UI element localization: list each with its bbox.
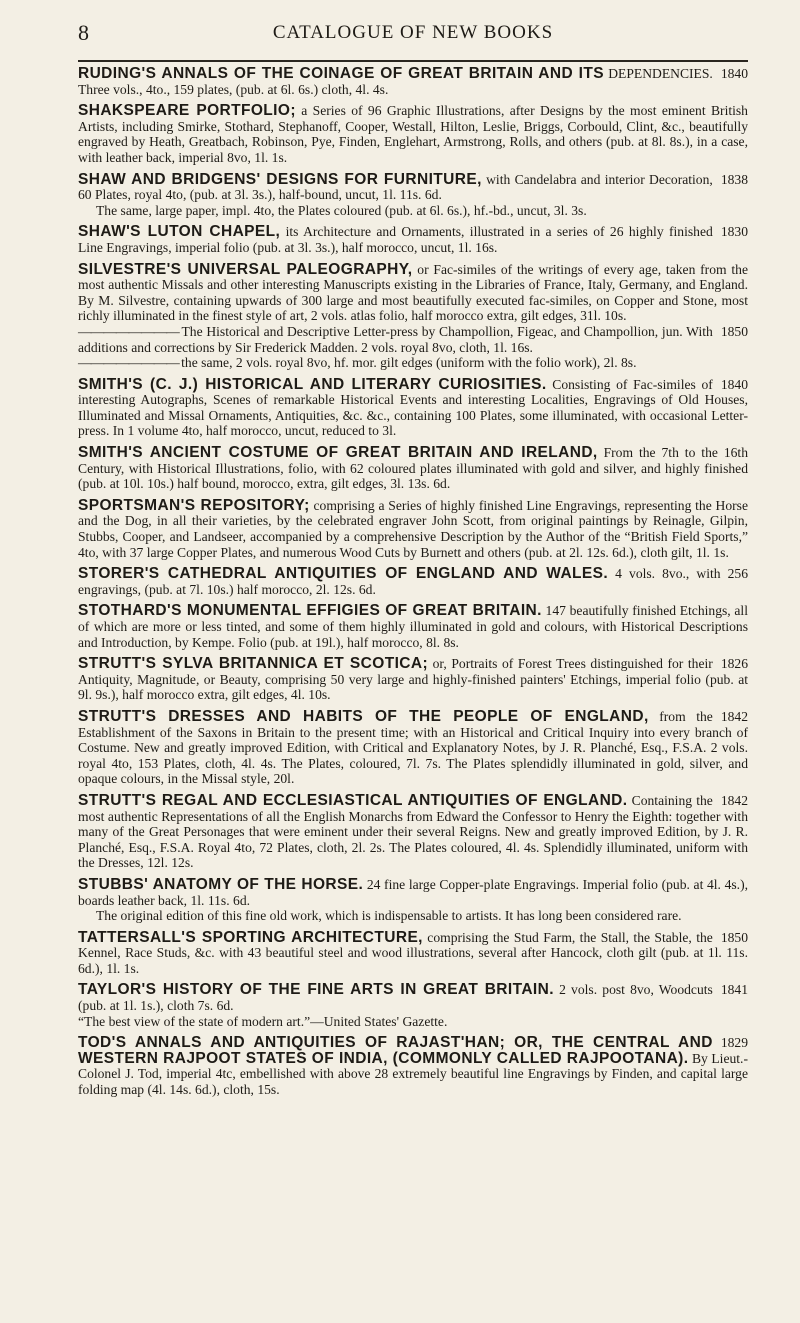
- entry-paragraph: [78, 603, 748, 650]
- entry-title: STOTHARD'S MONUMENTAL EFFIGIES OF GREAT BRITAIN.: [78, 602, 542, 620]
- entry-sub-text: The same, large paper, impl. 4to, the Plates coloured (pub. at 6l. 6s.), hf.-bd., uncut, 3l. 3s.: [96, 202, 587, 218]
- page-number: 8: [78, 20, 89, 45]
- running-head: [78, 20, 748, 54]
- catalogue-entry: [78, 66, 748, 97]
- entry-title: SMITH'S ANCIENT COSTUME OF GREAT BRITAIN AND IRELAND,: [78, 444, 598, 462]
- catalogue-entry: [78, 103, 748, 165]
- entry-title: RUDING'S ANNALS OF THE COINAGE OF GREAT BRITAIN AND ITS: [78, 65, 604, 82]
- entry-paragraph: [78, 709, 748, 787]
- entry-year: 1840: [720, 66, 748, 81]
- entry-paragraph: [78, 982, 748, 1013]
- entry-body: comprising a Series of highly finished Line Engravings, representing the Horse and the Dog, in all their varieties, by the celebrated engraver John Scott, from original paintings by Reinagle, Gilpin, Stubbs, Cooper, and Landseer, accompanied by a comprehensive Description by the Author of the “British Field Sports,” 4to, with 37 large Copper Plates, and numerous Wood Cuts by Burnett and others (pub. at 2l. 12s. 6d.), cloth gilt, 1l. 1s.: [78, 497, 748, 560]
- entry-body: Containing the most authentic Representations of all the English Monarchs from Edward the Confessor to Henry the Eighth: together with many of the Great Personages that were eminent under their several Reigns. New and greatly improved Edition, by J. R. Planché, Esq., F.S.A. Royal 4to, 72 Plates, cloth, 2l. 2s. The Plates coloured, 4l. 4s. Splendidly illuminated, uniform with the Dresses, 12l. 12s.: [78, 792, 748, 871]
- entry-body: 2 vols. post 8vo, Woodcuts (pub. at 1l. 1s.), cloth 7s. 6d.: [78, 982, 713, 1014]
- catalogue-page: [78, 20, 748, 1104]
- entry-sub-text: “The best view of the state of modern art.”—United States' Gazette.: [78, 1013, 448, 1029]
- entry-paragraph: [78, 498, 748, 560]
- entry-title: STRUTT'S DRESSES AND HABITS OF THE PEOPLE OF ENGLAND,: [78, 707, 649, 725]
- entry-body: 24 fine large Copper-plate Engravings. Imperial folio (pub. at 4l. 4s.), boards leather back, 1l. 11s. 6d.: [78, 876, 748, 908]
- catalogue-entry: [78, 172, 748, 219]
- entry-year: 1850: [720, 929, 748, 945]
- entry-body: comprising the Stud Farm, the Stall, the Stable, the Kennel, Race Studs, &c. with 43 beautiful steel and wood illustrations, several after Hancock, cloth gilt (pub. at 1l. 11s. 6d.), 1l. 1s.: [78, 929, 748, 976]
- entry-title: SMITH'S (C. J.) HISTORICAL AND LITERARY CURIOSITIES.: [78, 375, 547, 393]
- entry-year: 1838: [720, 171, 748, 187]
- entry-paragraph: [78, 262, 748, 324]
- entry-paragraph: [78, 1035, 748, 1097]
- entry-paragraph: [78, 793, 748, 871]
- catalogue-entry: [78, 445, 748, 492]
- catalogue-entry: [78, 262, 748, 371]
- entry-body: with Candelabra and interior Decoration, 60 Plates, royal 4to, (pub. at 3l. 3s.), half-bound, uncut, 1l. 11s. 6d.: [78, 171, 713, 203]
- entry-sub-paragraph: [78, 355, 748, 371]
- entry-sub-paragraph: [78, 908, 748, 924]
- entry-body: from the Establishment of the Saxons in Britain to the present time; with an Historical and Critical Inquiry into every branch of Costume. New and greatly improved Edition, with Critical and Explanatory Notes, by J. R. Planché, Esq., F.S.A. 2 vols. royal 4to, 153 Plates, cloth, 4l. 4s. The Plates, coloured, 7l. 7s. The Plates splendidly illuminated in gold, silver, and opaque colours, in the Missal style, 20l.: [78, 708, 748, 787]
- entry-paragraph: [78, 445, 748, 492]
- entry-paragraph: [78, 377, 748, 439]
- catalogue-entry: [78, 1035, 748, 1097]
- entry-body: a Series of 96 Graphic Illustrations, after Designs by the most eminent British Artists, including Smirke, Stothard, Stephanoff, Cooper, Westall, Hilton, Leslie, Briggs, Corbould, Clint, &c., beautifully engraved by Heath, Greatbach, Robinson, Pye, Finden, Englehart, Armstrong, Rolls, and others (pub. at 8l. 8s.), in a case, with leather back, imperial 8vo, 1l. 1s.: [78, 103, 748, 165]
- entry-sub-text: the same, 2 vols. royal 8vo, hf. mor. gilt edges (uniform with the folio work), 2l. 8s.: [181, 355, 637, 371]
- entry-body: From the 7th to the 16th Century, with Historical Illustrations, folio, with 62 coloured plates illuminated with gold and silver, and highly finished (pub. at 10l. 10s.) half bound, morocco, extra, gilt edges, 3l. 13s. 6d.: [78, 445, 748, 492]
- catalogue-entry: [78, 377, 748, 439]
- entry-title: SPORTSMAN'S REPOSITORY;: [78, 496, 310, 514]
- entry-title: SILVESTRE'S UNIVERSAL PALEOGRAPHY,: [78, 260, 413, 278]
- entry-paragraph: [78, 930, 748, 977]
- entry-year: 1842: [720, 792, 748, 808]
- entry-title: TAYLOR'S HISTORY OF THE FINE ARTS IN GREAT BRITAIN.: [78, 981, 554, 999]
- entry-year: ————— 1850: [720, 323, 748, 339]
- entry-paragraph: [78, 656, 748, 703]
- entry-title: SHAW'S LUTON CHAPEL,: [78, 223, 281, 241]
- entry-sub-paragraph: [78, 324, 748, 355]
- catalogue-entry: [78, 566, 748, 597]
- entry-title: SHAKSPEARE PORTFOLIO;: [78, 102, 296, 120]
- catalogue-entry: [78, 498, 748, 560]
- header-rule: [78, 60, 748, 62]
- entry-year: 1829: [720, 1035, 748, 1051]
- entry-title: STRUTT'S REGAL AND ECCLESIASTICAL ANTIQUITIES OF ENGLAND.: [78, 791, 628, 809]
- entry-year: 1826: [720, 656, 748, 672]
- entry-title: SHAW AND BRIDGENS' DESIGNS FOR FURNITURE,: [78, 170, 482, 188]
- entry-body: 4 vols. 8vo., with 256 engravings, (pub. at 7l. 10s.) half morocco, 2l. 12s. 6d.: [78, 566, 748, 597]
- entry-sub-text: The original edition of this fine old work, which is indispensable to artists. It has long been considered rare.: [96, 908, 682, 924]
- catalogue-entries: [78, 66, 748, 1098]
- entry-body: its Architecture and Ornaments, illustrated in a series of 26 highly finished Line Engravings, imperial folio (pub. at 3l. 3s.), half morocco, uncut, 1l. 16s.: [78, 224, 713, 255]
- entry-sub-paragraph: [78, 203, 748, 219]
- entry-year: 1842: [720, 708, 748, 724]
- entry-title: TOD'S ANNALS AND ANTIQUITIES OF RAJAST'HAN; OR, THE CENTRAL AND WESTERN RAJPOOT STATES OF INDIA, (COMMONLY CALLED RAJPOOTANA).: [78, 1034, 713, 1067]
- entry-body: Consisting of Fac-similes of interesting Autographs, Scenes of remarkable Historical Events and interesting Localities, Engravings of Old Houses, Illuminated and Missal Ornaments, Antiquities, &c. &c., containing 100 Plates, some illuminated, with occasional Letter-press. In 1 volume 4to, half morocco, uncut, reduced to 3l.: [78, 376, 748, 439]
- entry-body: By Lieut.-Colonel J. Tod, imperial 4tc, embellished with above 28 extremely beautiful line Engravings by Finden, and capital large folding map (4l. 14s. 6d.), cloth, 15s.: [78, 1050, 748, 1098]
- entry-body: or, Portraits of Forest Trees distinguished for their Antiquity, Magnitude, or Beauty, comprising 50 very large and highly-finished painters' Etchings, imperial folio (pub. at 9l. 9s.), half morocco extra, gilt edges, 4l. 10s.: [78, 656, 748, 703]
- entry-paragraph: [78, 224, 748, 255]
- entry-sub-text: The Historical and Descriptive Letter-press by Champollion, Figeac, and Champollion, jun. With additions and corrections by Sir Frederick Madden. 2 vols. royal 8vo, cloth, 1l. 16s.: [78, 323, 713, 355]
- entry-paragraph: [78, 877, 748, 908]
- entry-paragraph: [78, 66, 748, 97]
- entry-paragraph: [78, 103, 748, 165]
- entry-paragraph: [78, 172, 748, 203]
- catalogue-entry: [78, 656, 748, 703]
- entry-year: 1841: [720, 982, 748, 998]
- entry-year: 1830: [720, 224, 748, 240]
- catalogue-entry: [78, 709, 748, 787]
- catalogue-entry: [78, 982, 748, 1029]
- catalogue-entry: [78, 930, 748, 977]
- entry-body: or Fac-similes of the writings of every age, taken from the most authentic Missals and other interesting Manuscripts existing in the Libraries of France, Italy, Germany, and England. By M. Silvestre, containing upwards of 300 large and most beautifully executed fac-similes, on Copper and Stone, most richly illuminated in the finest style of art, 2 vols. atlas folio, half morocco extra, gilt edges, 31l. 10s.: [78, 261, 748, 324]
- catalogue-entry: [78, 877, 748, 924]
- entry-title: STUBBS' ANATOMY OF THE HORSE.: [78, 875, 364, 893]
- entry-paragraph: [78, 566, 748, 597]
- entry-title: STRUTT'S SYLVA BRITANNICA ET SCOTICA;: [78, 655, 429, 673]
- catalogue-entry: [78, 603, 748, 650]
- entry-body: 147 beautifully finished Etchings, all of which are more or less tinted, and some of them highly illuminated in gold and colours, with Historical Descriptions and Introduction, by Kempe. Folio (pub. at 19l.), half morocco, 8l. 8s.: [78, 603, 748, 650]
- entry-year: 1840: [720, 376, 748, 392]
- entry-body: DEPENDENCIES. Three vols., 4to., 159 plates, (pub. at 6l. 6s.) cloth, 4l. 4s.: [78, 66, 713, 97]
- catalogue-entry: [78, 793, 748, 871]
- entry-title: STORER'S CATHEDRAL ANTIQUITIES OF ENGLAND AND WALES.: [78, 565, 609, 583]
- running-title: CATALOGUE OF NEW BOOKS: [272, 22, 554, 43]
- catalogue-entry: [78, 224, 748, 255]
- entry-title: TATTERSALL'S SPORTING ARCHITECTURE,: [78, 928, 423, 946]
- entry-sub-paragraph: [78, 1014, 748, 1030]
